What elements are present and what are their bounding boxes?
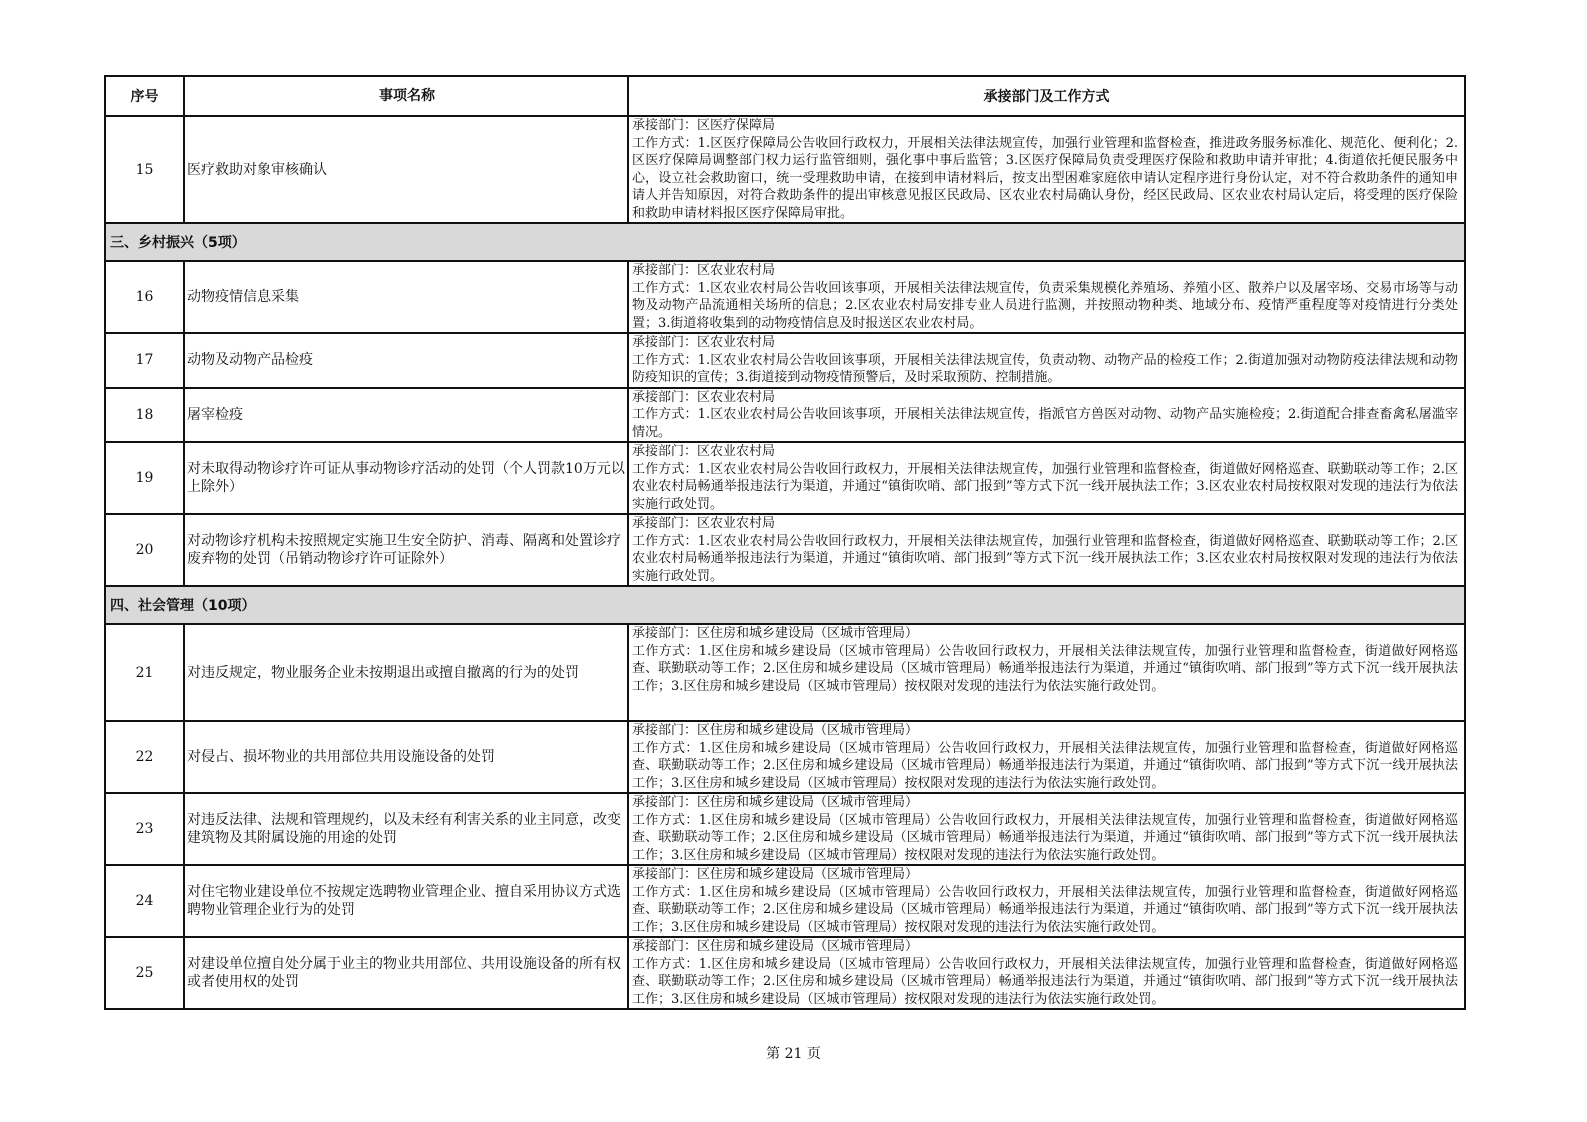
row-seq: 18 (105, 388, 184, 443)
row-method: 工作方式：1.区农业农村局公告收回行政权力，开展相关法律法规宣传，加强行业管理和监督检查，街道做好网格巡查、联勤联动等工作；2.区农业农村局畅通举报违法行为渠道，并通过“镇街吹哨、部门报到”等方式下沉一线开展执法工作；3.区农业农村局按权限对发现的违法行为依法实施行政处罚。 (632, 461, 1458, 512)
row-item-name: 对动物诊疗机构未按照规定实施卫生安全防护、消毒、隔离和处置诊疗废弃物的处罚（吊销动物诊疗许可证除外） (184, 514, 628, 586)
row-dept-method (628, 624, 1465, 721)
row-seq: 16 (105, 261, 184, 333)
row-dept: 承接部门：区住房和城乡建设局（区城市管理局） (632, 723, 919, 738)
row-item-name: 医疗救助对象审核确认 (184, 116, 628, 223)
section-header-row (105, 223, 1465, 261)
row-method: 工作方式：1.区农业农村局公告收回该事项，开展相关法律法规宣传，指派官方兽医对动物、动物产品实施检疫；2.街道配合排查畜禽私屠滥宰情况。 (632, 407, 1458, 440)
row-method: 工作方式：1.区医疗保障局公告收回行政权力，开展相关法律法规宣传，加强行业管理和监督检查，推进政务服务标准化、规范化、便利化；2.区医疗保障局调整部门权力运行监管细则，强化事中事后监管；3.区医疗保障局负责受理医疗保险和救助申请并审批；4.街道依托便民服务中心，设立社会救助窗口，统一受理救助申请，在接到申请材料后，按支出型困难家庭依申请认定程序进行身份认定，对不符合救助条件的通知申请人并告知原因，对符合救助条件的提出审核意见报区民政局、区农业农村局确认身份，经区民政局、区农业农村局认定后，将受理的医疗保险和救助申请材料报区医疗保障局审批。 (632, 135, 1458, 221)
table-body (105, 116, 1465, 1009)
row-item-name: 对违反规定，物业服务企业未按期退出或擅自撤离的行为的处罚 (184, 624, 628, 721)
row-dept-method (628, 865, 1465, 937)
row-method: 工作方式：1.区住房和城乡建设局（区城市管理局）公告收回行政权力，开展相关法律法规宣传，加强行业管理和监督检查，街道做好网格巡查、联勤联动等工作；2.区住房和城乡建设局（区城市管理局）畅通举报违法行为渠道，并通过“镇街吹哨、部门报到”等方式下沉一线开展执法工作；3.区住房和城乡建设局（区城市管理局）按权限对发现的违法行为依法实施行政处罚。 (632, 884, 1458, 935)
table-row (105, 793, 1465, 865)
page-number: 第 21 页 (766, 1046, 821, 1062)
row-item-name: 对住宅物业建设单位不按规定选聘物业管理企业、擅自采用协议方式选聘物业管理企业行为的处罚 (184, 865, 628, 937)
row-dept-method (628, 333, 1465, 388)
row-dept: 承接部门：区住房和城乡建设局（区城市管理局） (632, 626, 919, 641)
row-dept-method (628, 261, 1465, 333)
row-seq: 17 (105, 333, 184, 388)
table-row (105, 514, 1465, 586)
row-item-name: 对违反法律、法规和管理规约，以及未经有利害关系的业主同意，改变建筑物及其附属设施的用途的处罚 (184, 793, 628, 865)
row-seq: 21 (105, 624, 184, 721)
row-method: 工作方式：1.区农业农村局公告收回行政权力，开展相关法律法规宣传，加强行业管理和监督检查，街道做好网格巡查、联勤联动等工作；2.区农业农村局畅通举报违法行为渠道，并通过“镇街吹哨、部门报到”等方式下沉一线开展执法工作；3.区农业农村局按权限对发现的违法行为依法实施行政处罚。 (632, 533, 1458, 584)
row-dept-method (628, 937, 1465, 1009)
row-dept: 承接部门：区医疗保障局 (632, 118, 776, 133)
row-seq: 19 (105, 442, 184, 514)
row-method: 工作方式：1.区农业农村局公告收回该事项，开展相关法律法规宣传，负责动物、动物产品的检疫工作；2.街道加强对动物防疫法律法规和动物防疫知识的宣传；3.街道接到动物疫情预警后，及时采取预防、控制措施。 (632, 352, 1458, 385)
row-dept: 承接部门：区农业农村局 (632, 263, 776, 278)
section-title: 三、乡村振兴（5项） (105, 223, 1465, 261)
row-item-name: 对未取得动物诊疗许可证从事动物诊疗活动的处罚（个人罚款10万元以上除外） (184, 442, 628, 514)
row-item-name: 对侵占、损坏物业的共用部位共用设施设备的处罚 (184, 721, 628, 793)
table-row (105, 721, 1465, 793)
row-dept-method (628, 721, 1465, 793)
row-dept-method (628, 514, 1465, 586)
row-dept: 承接部门：区住房和城乡建设局（区城市管理局） (632, 867, 919, 882)
row-item-name: 屠宰检疫 (184, 388, 628, 443)
row-method: 工作方式：1.区住房和城乡建设局（区城市管理局）公告收回行政权力，开展相关法律法规宣传，加强行业管理和监督检查，街道做好网格巡查、联勤联动等工作；2.区住房和城乡建设局（区城市管理局）畅通举报违法行为渠道，并通过“镇街吹哨、部门报到”等方式下沉一线开展执法工作；3.区住房和城乡建设局（区城市管理局）按权限对发现的违法行为依法实施行政处罚。 (632, 740, 1458, 791)
row-dept-method (628, 388, 1465, 443)
table-row (105, 937, 1465, 1009)
row-dept: 承接部门：区农业农村局 (632, 516, 776, 531)
table-row (105, 442, 1465, 514)
row-dept: 承接部门：区农业农村局 (632, 444, 776, 459)
table-row (105, 865, 1465, 937)
row-dept-method (628, 116, 1465, 223)
section-header-row (105, 586, 1465, 624)
header-seq: 序号 (105, 76, 184, 116)
row-dept-method (628, 793, 1465, 865)
section-title: 四、社会管理（10项） (105, 586, 1465, 624)
row-dept: 承接部门：区住房和城乡建设局（区城市管理局） (632, 939, 919, 954)
table-header-row (105, 76, 1465, 116)
row-dept: 承接部门：区农业农村局 (632, 335, 776, 350)
row-item-name: 动物及动物产品检疫 (184, 333, 628, 388)
row-seq: 22 (105, 721, 184, 793)
table-row (105, 261, 1465, 333)
row-method: 工作方式：1.区住房和城乡建设局（区城市管理局）公告收回行政权力，开展相关法律法规宣传，加强行业管理和监督检查，街道做好网格巡查、联勤联动等工作；2.区住房和城乡建设局（区城市管理局）畅通举报违法行为渠道，并通过“镇街吹哨、部门报到”等方式下沉一线开展执法工作；3.区住房和城乡建设局（区城市管理局）按权限对发现的违法行为依法实施行政处罚。 (632, 956, 1458, 1007)
row-method: 工作方式：1.区住房和城乡建设局（区城市管理局）公告收回行政权力，开展相关法律法规宣传，加强行业管理和监督检查，街道做好网格巡查、联勤联动等工作；2.区住房和城乡建设局（区城市管理局）畅通举报违法行为渠道，并通过“镇街吹哨、部门报到”等方式下沉一线开展执法工作；3.区住房和城乡建设局（区城市管理局）按权限对发现的违法行为依法实施行政处罚。 (632, 812, 1458, 863)
row-dept-method (628, 442, 1465, 514)
row-seq: 25 (105, 937, 184, 1009)
row-method: 工作方式：1.区农业农村局公告收回该事项，开展相关法律法规宣传，负责采集规模化养殖场、养殖小区、散养户以及屠宰场、交易市场等与动物及动物产品流通相关场所的信息；2.区农业农村局安排专业人员进行监测，并按照动物种类、地域分布、疫情严重程度等对疫情进行分类处置；3.街道将收集到的动物疫情信息及时报送区农业农村局。 (632, 280, 1458, 331)
table-row (105, 333, 1465, 388)
table-row (105, 116, 1465, 223)
responsibility-table (104, 75, 1466, 1010)
row-item-name: 动物疫情信息采集 (184, 261, 628, 333)
row-item-name: 对建设单位擅自处分属于业主的物业共用部位、共用设施设备的所有权或者使用权的处罚 (184, 937, 628, 1009)
table-row (105, 624, 1465, 721)
row-seq: 23 (105, 793, 184, 865)
header-dept-method: 承接部门及工作方式 (628, 76, 1465, 116)
row-dept: 承接部门：区农业农村局 (632, 389, 776, 405)
table-row (105, 388, 1465, 443)
row-seq: 15 (105, 116, 184, 223)
row-seq: 20 (105, 514, 184, 586)
header-item-name: 事项名称 (184, 76, 628, 116)
row-dept: 承接部门：区住房和城乡建设局（区城市管理局） (632, 795, 919, 810)
row-seq: 24 (105, 865, 184, 937)
row-method: 工作方式：1.区住房和城乡建设局（区城市管理局）公告收回行政权力，开展相关法律法规宣传，加强行业管理和监督检查，街道做好网格巡查、联勤联动等工作；2.区住房和城乡建设局（区城市管理局）畅通举报违法行为渠道，并通过“镇街吹哨、部门报到”等方式下沉一线开展执法工作；3.区住房和城乡建设局（区城市管理局）按权限对发现的违法行为依法实施行政处罚。 (632, 643, 1458, 694)
